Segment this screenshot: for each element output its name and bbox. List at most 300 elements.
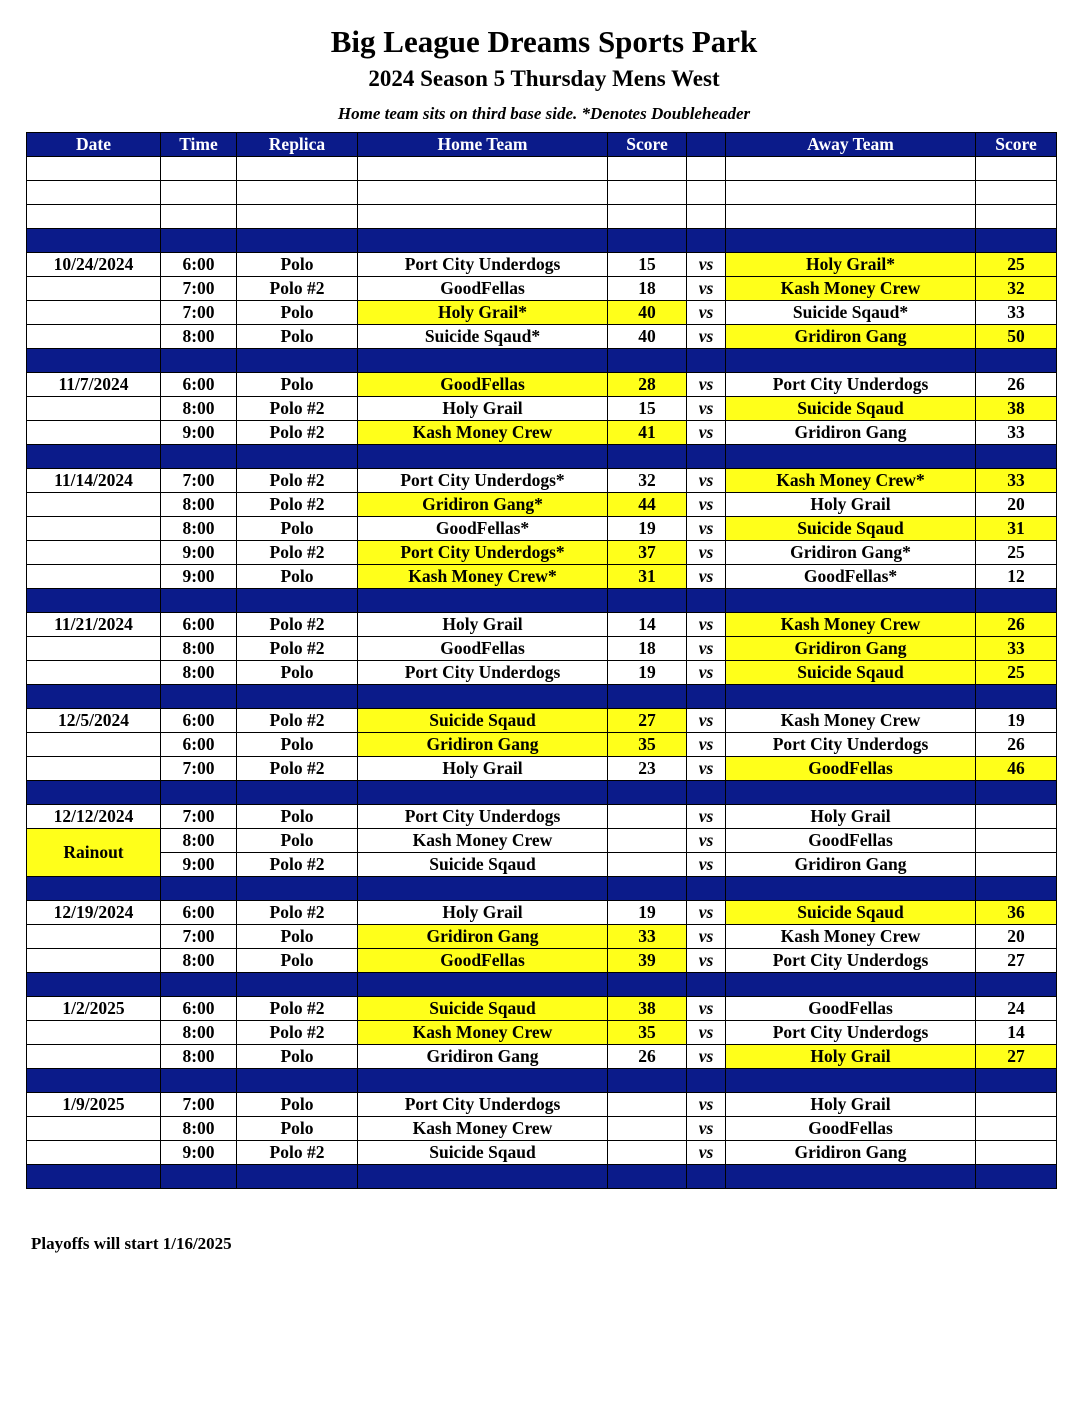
field-replica: Polo bbox=[237, 805, 358, 829]
field-replica: Polo bbox=[237, 949, 358, 973]
home-team: Kash Money Crew* bbox=[358, 565, 608, 589]
game-row bbox=[27, 1093, 1057, 1117]
away-score: 19 bbox=[976, 709, 1057, 733]
schedule-note: Home team sits on third base side. *Denotes Doubleheader bbox=[337, 104, 751, 123]
vs-label: vs bbox=[687, 733, 726, 757]
vs-label: vs bbox=[687, 397, 726, 421]
empty-cell bbox=[976, 1165, 1057, 1189]
home-team: Gridiron Gang bbox=[358, 1045, 608, 1069]
home-team: Gridiron Gang* bbox=[358, 493, 608, 517]
home-team: GoodFellas bbox=[358, 373, 608, 397]
away-score: 27 bbox=[976, 949, 1057, 973]
empty-cell bbox=[608, 349, 687, 373]
field-replica: Polo #2 bbox=[237, 1021, 358, 1045]
vs-label: vs bbox=[687, 1045, 726, 1069]
empty-cell bbox=[608, 877, 687, 901]
empty-cell bbox=[27, 973, 161, 997]
playoffs-note: Playoffs will start 1/16/2025 bbox=[31, 1234, 232, 1253]
empty-cell bbox=[726, 1069, 976, 1093]
away-team: Holy Grail bbox=[726, 1093, 976, 1117]
empty-cell bbox=[976, 229, 1057, 253]
date-cell-empty bbox=[27, 733, 161, 757]
empty-cell bbox=[976, 973, 1057, 997]
game-time: 7:00 bbox=[161, 469, 237, 493]
field-replica: Polo #2 bbox=[237, 637, 358, 661]
game-row bbox=[27, 421, 1057, 445]
home-score: 39 bbox=[608, 949, 687, 973]
empty-cell bbox=[358, 1069, 608, 1093]
empty-cell bbox=[687, 685, 726, 709]
vs-label: vs bbox=[687, 325, 726, 349]
empty-cell bbox=[608, 181, 687, 205]
vs-label: vs bbox=[687, 637, 726, 661]
game-time: 6:00 bbox=[161, 901, 237, 925]
field-replica: Polo bbox=[237, 829, 358, 853]
game-date: 11/14/2024 bbox=[27, 469, 161, 493]
empty-cell bbox=[161, 685, 237, 709]
vs-label: vs bbox=[687, 853, 726, 877]
vs-label: vs bbox=[687, 301, 726, 325]
game-row bbox=[27, 805, 1057, 829]
game-time: 8:00 bbox=[161, 397, 237, 421]
field-replica: Polo #2 bbox=[237, 493, 358, 517]
empty-cell bbox=[687, 205, 726, 229]
home-score: 40 bbox=[608, 301, 687, 325]
page-title: Big League Dreams Sports Park bbox=[330, 24, 758, 59]
date-cell-empty bbox=[27, 949, 161, 973]
empty-cell bbox=[27, 877, 161, 901]
game-time: 6:00 bbox=[161, 997, 237, 1021]
vs-label: vs bbox=[687, 253, 726, 277]
week-separator bbox=[27, 229, 1057, 253]
home-team: Holy Grail bbox=[358, 757, 608, 781]
empty-cell bbox=[27, 349, 161, 373]
empty-cell bbox=[976, 181, 1057, 205]
home-score: 35 bbox=[608, 1021, 687, 1045]
away-team: Gridiron Gang bbox=[726, 325, 976, 349]
empty-cell bbox=[976, 349, 1057, 373]
game-row bbox=[27, 517, 1057, 541]
home-team: Port City Underdogs bbox=[358, 805, 608, 829]
date-cell-empty bbox=[27, 277, 161, 301]
date-cell-empty bbox=[27, 421, 161, 445]
empty-cell bbox=[161, 445, 237, 469]
home-team: Port City Underdogs* bbox=[358, 469, 608, 493]
empty-cell bbox=[726, 685, 976, 709]
empty-cell bbox=[687, 349, 726, 373]
empty-cell bbox=[237, 229, 358, 253]
game-date: 11/7/2024 bbox=[27, 373, 161, 397]
game-row bbox=[27, 253, 1057, 277]
empty-cell bbox=[161, 877, 237, 901]
game-time: 7:00 bbox=[161, 277, 237, 301]
date-cell-empty bbox=[27, 565, 161, 589]
game-row bbox=[27, 1117, 1057, 1141]
field-replica: Polo #2 bbox=[237, 469, 358, 493]
game-row bbox=[27, 853, 1057, 877]
away-team: Gridiron Gang bbox=[726, 1141, 976, 1165]
home-team: Holy Grail bbox=[358, 901, 608, 925]
game-date: 12/5/2024 bbox=[27, 709, 161, 733]
game-row bbox=[27, 301, 1057, 325]
game-time: 8:00 bbox=[161, 325, 237, 349]
empty-cell bbox=[608, 1165, 687, 1189]
empty-cell bbox=[161, 205, 237, 229]
game-row bbox=[27, 733, 1057, 757]
game-row bbox=[27, 757, 1057, 781]
game-time: 7:00 bbox=[161, 805, 237, 829]
game-row bbox=[27, 565, 1057, 589]
game-date: 12/12/2024 bbox=[27, 805, 161, 829]
empty-cell bbox=[27, 205, 161, 229]
empty-cell bbox=[726, 1165, 976, 1189]
empty-cell bbox=[687, 157, 726, 181]
date-cell-empty bbox=[27, 493, 161, 517]
header-row bbox=[27, 133, 1057, 157]
game-date: 11/21/2024 bbox=[27, 613, 161, 637]
away-team: Gridiron Gang bbox=[726, 421, 976, 445]
away-team: Suicide Sqaud bbox=[726, 901, 976, 925]
empty-cell bbox=[726, 205, 976, 229]
away-score: 46 bbox=[976, 757, 1057, 781]
field-replica: Polo bbox=[237, 373, 358, 397]
game-time: 9:00 bbox=[161, 421, 237, 445]
game-row bbox=[27, 373, 1057, 397]
home-score: 38 bbox=[608, 997, 687, 1021]
home-team: Port City Underdogs bbox=[358, 661, 608, 685]
game-time: 6:00 bbox=[161, 373, 237, 397]
home-team: Suicide Sqaud bbox=[358, 997, 608, 1021]
home-score: 27 bbox=[608, 709, 687, 733]
game-time: 8:00 bbox=[161, 829, 237, 853]
empty-cell bbox=[608, 781, 687, 805]
home-team: Kash Money Crew bbox=[358, 829, 608, 853]
home-team: Suicide Sqaud bbox=[358, 1141, 608, 1165]
empty-cell bbox=[358, 1165, 608, 1189]
home-score: 19 bbox=[608, 661, 687, 685]
away-team: GoodFellas bbox=[726, 757, 976, 781]
away-score: 33 bbox=[976, 301, 1057, 325]
vs-label: vs bbox=[687, 949, 726, 973]
empty-cell bbox=[608, 205, 687, 229]
vs-label: vs bbox=[687, 757, 726, 781]
empty-cell bbox=[237, 589, 358, 613]
blank-row bbox=[27, 181, 1057, 205]
empty-cell bbox=[358, 205, 608, 229]
col-header-away-score: Score bbox=[976, 133, 1057, 157]
home-score bbox=[608, 1117, 687, 1141]
home-score: 15 bbox=[608, 397, 687, 421]
empty-cell bbox=[976, 1069, 1057, 1093]
empty-cell bbox=[237, 1165, 358, 1189]
home-team: Holy Grail* bbox=[358, 301, 608, 325]
away-team: Port City Underdogs bbox=[726, 373, 976, 397]
game-row bbox=[27, 901, 1057, 925]
away-score: 26 bbox=[976, 733, 1057, 757]
game-time: 9:00 bbox=[161, 1141, 237, 1165]
home-score bbox=[608, 1141, 687, 1165]
vs-label: vs bbox=[687, 709, 726, 733]
game-row bbox=[27, 325, 1057, 349]
date-cell-empty bbox=[27, 301, 161, 325]
empty-cell bbox=[358, 685, 608, 709]
vs-label: vs bbox=[687, 1117, 726, 1141]
date-cell-empty bbox=[27, 541, 161, 565]
empty-cell bbox=[608, 157, 687, 181]
empty-cell bbox=[726, 349, 976, 373]
empty-cell bbox=[726, 877, 976, 901]
away-team: GoodFellas bbox=[726, 829, 976, 853]
away-score: 31 bbox=[976, 517, 1057, 541]
home-team: Suicide Sqaud* bbox=[358, 325, 608, 349]
home-score bbox=[608, 829, 687, 853]
vs-label: vs bbox=[687, 541, 726, 565]
field-replica: Polo bbox=[237, 925, 358, 949]
home-score bbox=[608, 1093, 687, 1117]
vs-label: vs bbox=[687, 805, 726, 829]
away-team: Kash Money Crew bbox=[726, 925, 976, 949]
game-time: 9:00 bbox=[161, 853, 237, 877]
field-replica: Polo #2 bbox=[237, 901, 358, 925]
vs-label: vs bbox=[687, 997, 726, 1021]
away-score bbox=[976, 829, 1057, 853]
game-row bbox=[27, 925, 1057, 949]
home-team: Port City Underdogs bbox=[358, 253, 608, 277]
date-cell-empty bbox=[27, 1021, 161, 1045]
vs-label: vs bbox=[687, 277, 726, 301]
home-score: 35 bbox=[608, 733, 687, 757]
empty-cell bbox=[161, 589, 237, 613]
vs-label: vs bbox=[687, 1141, 726, 1165]
vs-label: vs bbox=[687, 661, 726, 685]
empty-cell bbox=[237, 685, 358, 709]
home-team: Kash Money Crew bbox=[358, 421, 608, 445]
empty-cell bbox=[976, 685, 1057, 709]
date-cell-empty bbox=[27, 925, 161, 949]
game-date: 10/24/2024 bbox=[27, 253, 161, 277]
empty-cell bbox=[237, 349, 358, 373]
game-date: 12/19/2024 bbox=[27, 901, 161, 925]
date-cell-empty bbox=[27, 1045, 161, 1069]
game-row bbox=[27, 469, 1057, 493]
home-team: GoodFellas bbox=[358, 949, 608, 973]
empty-cell bbox=[161, 349, 237, 373]
date-cell-empty bbox=[27, 757, 161, 781]
vs-label: vs bbox=[687, 901, 726, 925]
game-time: 9:00 bbox=[161, 565, 237, 589]
empty-cell bbox=[237, 1069, 358, 1093]
home-team: Gridiron Gang bbox=[358, 925, 608, 949]
away-team: Suicide Sqaud bbox=[726, 517, 976, 541]
empty-cell bbox=[687, 181, 726, 205]
away-team: Kash Money Crew bbox=[726, 709, 976, 733]
game-row bbox=[27, 277, 1057, 301]
empty-cell bbox=[161, 157, 237, 181]
game-row bbox=[27, 1141, 1057, 1165]
away-score: 38 bbox=[976, 397, 1057, 421]
empty-cell bbox=[27, 157, 161, 181]
away-score: 25 bbox=[976, 661, 1057, 685]
empty-cell bbox=[726, 181, 976, 205]
empty-cell bbox=[27, 445, 161, 469]
home-score: 33 bbox=[608, 925, 687, 949]
empty-cell bbox=[237, 205, 358, 229]
empty-cell bbox=[27, 229, 161, 253]
home-score: 41 bbox=[608, 421, 687, 445]
field-replica: Polo #2 bbox=[237, 397, 358, 421]
away-team: Port City Underdogs bbox=[726, 949, 976, 973]
field-replica: Polo bbox=[237, 301, 358, 325]
empty-cell bbox=[358, 181, 608, 205]
home-score bbox=[608, 853, 687, 877]
home-team: Holy Grail bbox=[358, 613, 608, 637]
away-score: 26 bbox=[976, 373, 1057, 397]
vs-label: vs bbox=[687, 565, 726, 589]
game-row bbox=[27, 541, 1057, 565]
week-separator bbox=[27, 877, 1057, 901]
week-separator bbox=[27, 973, 1057, 997]
home-score: 18 bbox=[608, 637, 687, 661]
away-team: Holy Grail bbox=[726, 805, 976, 829]
empty-cell bbox=[161, 1165, 237, 1189]
away-team: GoodFellas bbox=[726, 1117, 976, 1141]
game-time: 8:00 bbox=[161, 949, 237, 973]
game-row bbox=[27, 1021, 1057, 1045]
empty-cell bbox=[358, 973, 608, 997]
away-score: 33 bbox=[976, 421, 1057, 445]
home-team: Suicide Sqaud bbox=[358, 853, 608, 877]
away-team: Suicide Sqaud bbox=[726, 397, 976, 421]
away-score: 50 bbox=[976, 325, 1057, 349]
week-separator bbox=[27, 445, 1057, 469]
away-score: 20 bbox=[976, 493, 1057, 517]
empty-cell bbox=[726, 781, 976, 805]
week-separator bbox=[27, 349, 1057, 373]
empty-cell bbox=[687, 1165, 726, 1189]
empty-cell bbox=[27, 181, 161, 205]
empty-cell bbox=[358, 229, 608, 253]
home-score: 15 bbox=[608, 253, 687, 277]
field-replica: Polo #2 bbox=[237, 421, 358, 445]
away-team: Holy Grail bbox=[726, 1045, 976, 1069]
empty-cell bbox=[237, 445, 358, 469]
field-replica: Polo bbox=[237, 1045, 358, 1069]
empty-cell bbox=[608, 1069, 687, 1093]
vs-label: vs bbox=[687, 829, 726, 853]
away-team: Gridiron Gang bbox=[726, 637, 976, 661]
away-score bbox=[976, 1141, 1057, 1165]
away-score: 33 bbox=[976, 469, 1057, 493]
empty-cell bbox=[27, 589, 161, 613]
vs-label: vs bbox=[687, 925, 726, 949]
empty-cell bbox=[358, 877, 608, 901]
week-separator bbox=[27, 1165, 1057, 1189]
empty-cell bbox=[687, 781, 726, 805]
empty-cell bbox=[237, 157, 358, 181]
away-score bbox=[976, 1093, 1057, 1117]
empty-cell bbox=[237, 781, 358, 805]
home-score: 14 bbox=[608, 613, 687, 637]
date-cell-empty bbox=[27, 325, 161, 349]
game-row bbox=[27, 997, 1057, 1021]
empty-cell bbox=[161, 781, 237, 805]
vs-label: vs bbox=[687, 493, 726, 517]
game-row bbox=[27, 397, 1057, 421]
empty-cell bbox=[237, 973, 358, 997]
away-score: 33 bbox=[976, 637, 1057, 661]
empty-cell bbox=[358, 589, 608, 613]
home-score: 18 bbox=[608, 277, 687, 301]
away-score: 25 bbox=[976, 253, 1057, 277]
game-time: 7:00 bbox=[161, 757, 237, 781]
game-time: 6:00 bbox=[161, 733, 237, 757]
home-score: 26 bbox=[608, 1045, 687, 1069]
empty-cell bbox=[27, 781, 161, 805]
vs-label: vs bbox=[687, 517, 726, 541]
week-separator bbox=[27, 781, 1057, 805]
away-score: 27 bbox=[976, 1045, 1057, 1069]
empty-cell bbox=[608, 445, 687, 469]
field-replica: Polo bbox=[237, 517, 358, 541]
game-row bbox=[27, 661, 1057, 685]
empty-cell bbox=[687, 877, 726, 901]
field-replica: Polo #2 bbox=[237, 709, 358, 733]
empty-cell bbox=[27, 685, 161, 709]
game-time: 6:00 bbox=[161, 253, 237, 277]
game-time: 6:00 bbox=[161, 613, 237, 637]
away-team: Port City Underdogs bbox=[726, 1021, 976, 1045]
field-replica: Polo bbox=[237, 661, 358, 685]
col-header-date: Date bbox=[27, 133, 161, 157]
vs-label: vs bbox=[687, 1021, 726, 1045]
empty-cell bbox=[161, 229, 237, 253]
field-replica: Polo #2 bbox=[237, 277, 358, 301]
blank-row bbox=[27, 205, 1057, 229]
empty-cell bbox=[687, 589, 726, 613]
empty-cell bbox=[726, 445, 976, 469]
home-score bbox=[608, 805, 687, 829]
away-score: 25 bbox=[976, 541, 1057, 565]
field-replica: Polo #2 bbox=[237, 997, 358, 1021]
home-team: Holy Grail bbox=[358, 397, 608, 421]
game-time: 8:00 bbox=[161, 517, 237, 541]
empty-cell bbox=[358, 781, 608, 805]
field-replica: Polo #2 bbox=[237, 613, 358, 637]
away-score bbox=[976, 805, 1057, 829]
field-replica: Polo bbox=[237, 1117, 358, 1141]
home-score: 31 bbox=[608, 565, 687, 589]
schedule-table bbox=[26, 132, 1057, 1189]
home-score: 32 bbox=[608, 469, 687, 493]
empty-cell bbox=[726, 229, 976, 253]
home-score: 19 bbox=[608, 517, 687, 541]
field-replica: Polo #2 bbox=[237, 757, 358, 781]
game-time: 8:00 bbox=[161, 1045, 237, 1069]
home-score: 19 bbox=[608, 901, 687, 925]
empty-cell bbox=[687, 445, 726, 469]
season-subtitle: 2024 Season 5 Thursday Mens West bbox=[368, 66, 720, 91]
empty-cell bbox=[976, 157, 1057, 181]
field-replica: Polo bbox=[237, 1093, 358, 1117]
date-cell-empty bbox=[27, 1117, 161, 1141]
home-team: Gridiron Gang bbox=[358, 733, 608, 757]
col-header-time: Time bbox=[161, 133, 237, 157]
game-time: 8:00 bbox=[161, 637, 237, 661]
date-cell-empty bbox=[27, 397, 161, 421]
away-team: Port City Underdogs bbox=[726, 733, 976, 757]
away-score: 36 bbox=[976, 901, 1057, 925]
away-team: Holy Grail* bbox=[726, 253, 976, 277]
